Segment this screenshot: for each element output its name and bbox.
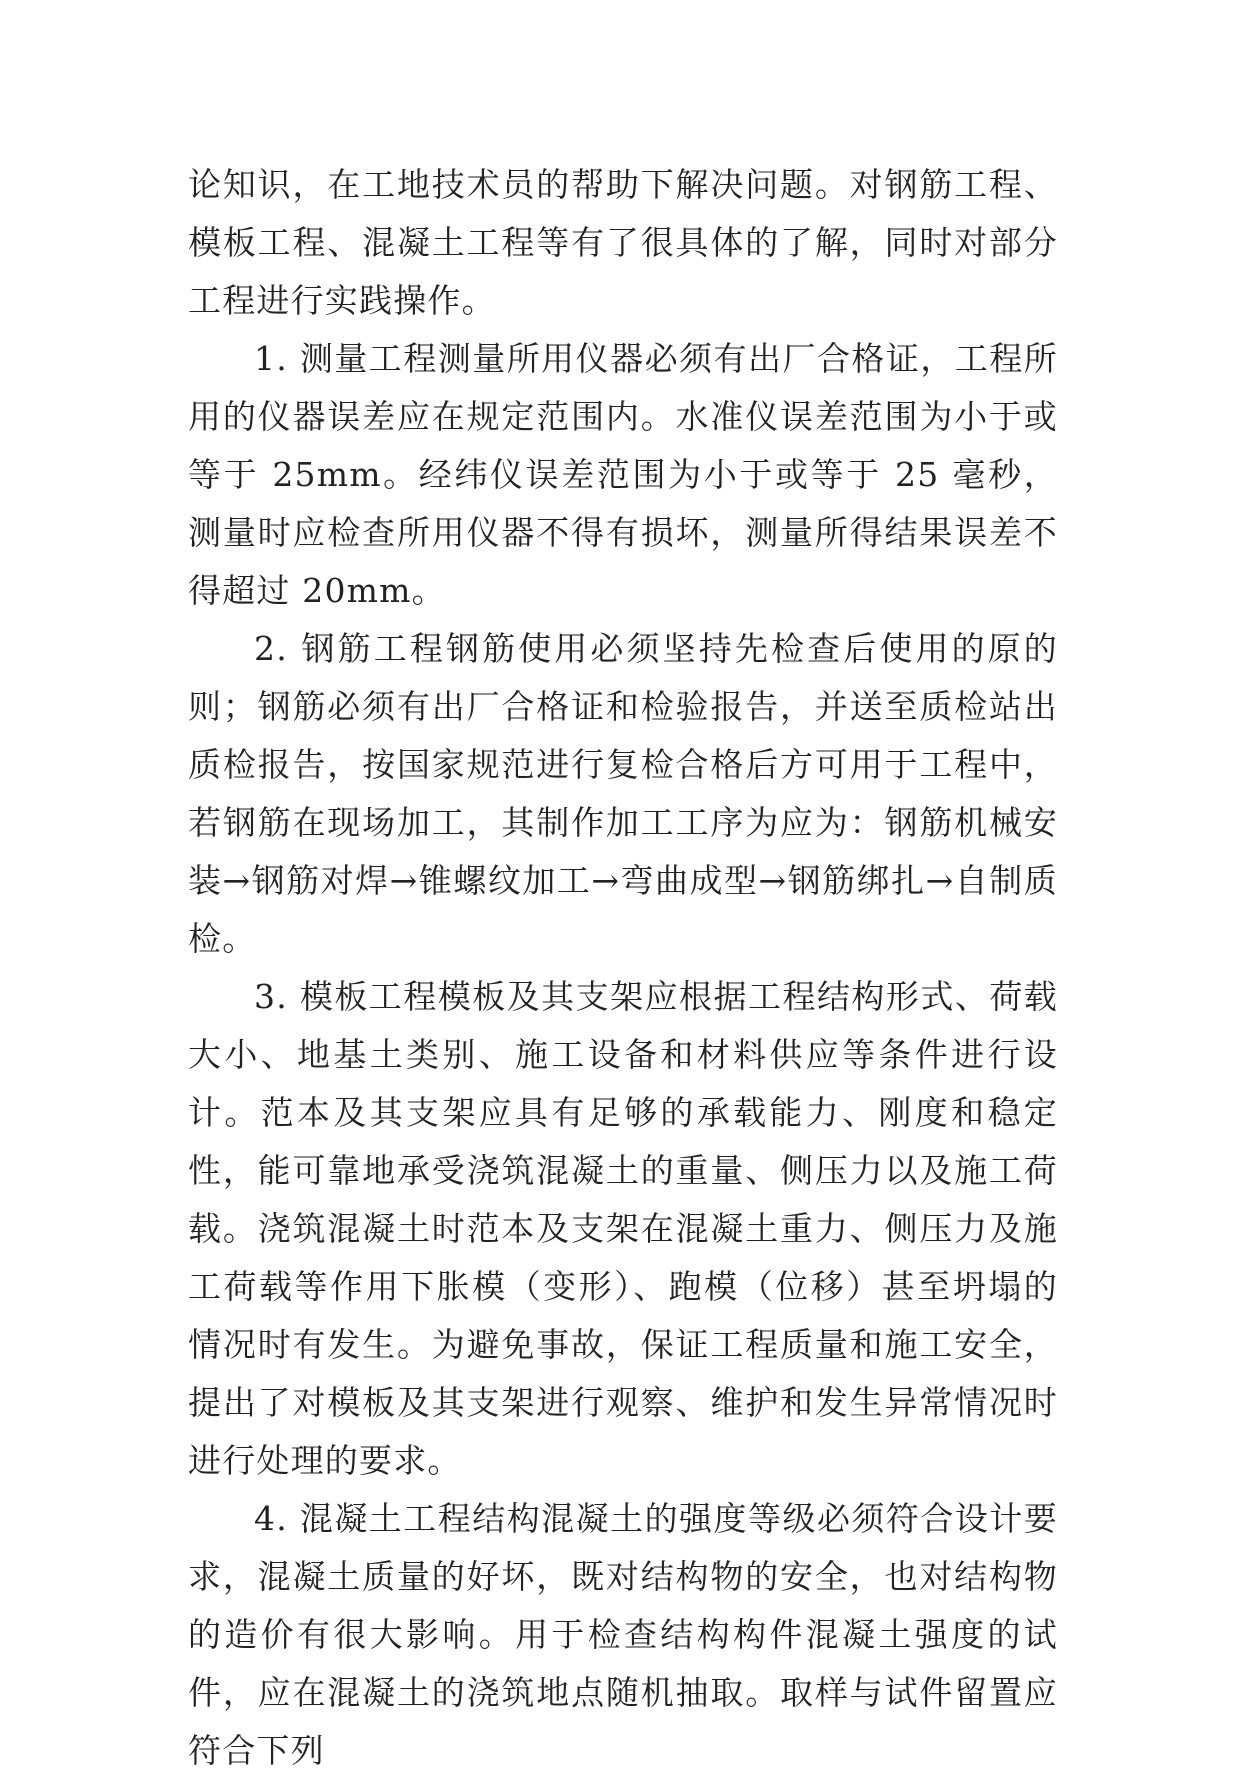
paragraph-intro-continuation: 论知识，在工地技术员的帮助下解决问题。对钢筋工程、模板工程、混凝土工程等有了很具体的了解，同时对部分工程进行实践操作。 (188, 165, 1058, 320)
document-body (188, 156, 1058, 1780)
paragraph-formwork-engineering: 3. 模板工程模板及其支架应根据工程结构形式、荷载大小、地基土类别、施工设备和材料供应等条件进行设计。范本及其支架应具有足够的承载能力、刚度和稳定性，能可靠地承受浇筑混凝土的重量、侧压力以及施工荷载。浇筑混凝土时范本及支架在混凝土重力、侧压力及施工荷载等作用下胀模（变形）、跑模（位移）甚至坍塌的情况时有发生。为避免事故，保证工程质量和施工安全，提出了对模板及其支架进行观察、维护和发生异常情况时进行处理的要求。 (188, 977, 1058, 1480)
paragraph-surveying-engineering: 1. 测量工程测量所用仪器必须有出厂合格证，工程所用的仪器误差应在规定范围内。水准仪误差范围为小于或等于 25mm。经纬仪误差范围为小于或等于 25 毫秒，测量时应检查所用仪器不得有损坏，测量所得结果误差不得超过 20mm。 (188, 339, 1058, 610)
paragraph-rebar-engineering: 2. 钢筋工程钢筋使用必须坚持先检查后使用的原的则；钢筋必须有出厂合格证和检验报告，并送至质检站出质检报告，按国家规范进行复检合格后方可用于工程中，若钢筋在现场加工，其制作加工工序为应为：钢筋机械安装→钢筋对焊→锥螺纹加工→弯曲成型→钢筋绑扎→自制质检。 (188, 629, 1058, 958)
paragraph-concrete-engineering: 4. 混凝土工程结构混凝土的强度等级必须符合设计要求，混凝土质量的好坏，既对结构物的安全，也对结构物的造价有很大影响。用于检查结构构件混凝土强度的试件，应在混凝土的浇筑地点随机抽取。取样与试件留置应符合下列 (188, 1499, 1058, 1770)
